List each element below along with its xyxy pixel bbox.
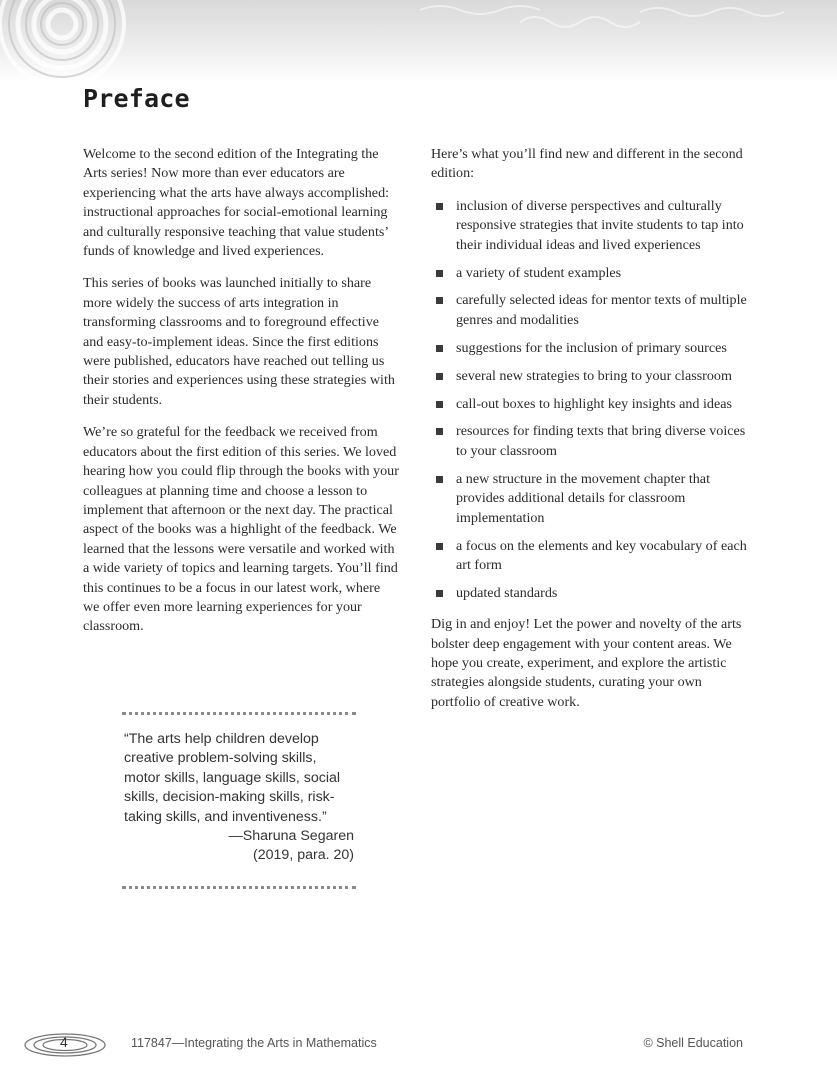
list-item: a focus on the elements and key vocabulary of each art form — [431, 537, 749, 576]
intro-paragraph: Welcome to the second edition of the Integrating the Arts series! Now more than ever educators are experiencing what the arts have always accomplished: instructional approaches for social-emotional learning and culturally responsive teaching that value students’ funds of knowledge and lived experiences. — [83, 146, 390, 260]
page-footer — [0, 1030, 837, 1060]
right-column — [431, 145, 749, 725]
list-item: several new strategies to bring to your classroom — [431, 367, 749, 386]
swirl-decoration-icon — [0, 0, 837, 82]
list-item: suggestions for the inclusion of primary sources — [431, 339, 749, 358]
bullet-square-icon — [436, 373, 443, 380]
bullet-square-icon — [436, 270, 443, 277]
dotted-divider-top — [122, 712, 356, 715]
page-title: Preface — [83, 84, 190, 113]
bullet-square-icon — [436, 345, 443, 352]
quote-text: “The arts help children develop creative problem-solving skills, motor skills, language skills, social skills, decision-making skills, risk-taking skills, and inventiveness.” — [124, 731, 341, 825]
list-item: updated standards — [431, 584, 749, 603]
page-number: 4 — [60, 1034, 68, 1050]
list-item: call-out boxes to highlight key insights and ideas — [431, 395, 749, 414]
feedback-paragraph: We’re so grateful for the feedback we received from educators about the first edition of this series. We loved hearing how you could flip through the books with your colleagues at planning time and choose a lesson to implement that afternoon or the next day. The practical aspect of the books was a highlight of the feedback. We learned that the lessons were versatile and worked with a wide variety of topics and learning targets. You’ll find this continues to be a focus in our latest work, where we offer even more learning experiences for your classroom. — [83, 424, 399, 635]
bullet-square-icon — [436, 401, 443, 408]
header-decorative-band — [0, 0, 837, 82]
book-title: 117847—Integrating the Arts in Mathematics — [131, 1036, 377, 1050]
quote-citation: (2019, para. 20) — [253, 847, 354, 864]
quote-attribution — [122, 827, 354, 866]
series-paragraph: This series of books was launched initially to share more widely the success of arts integration in transforming classrooms and to foreground effective and easy-to-implement ideas. Since the first editions were published, educators have reached out telling us their stories and experiences using these strategies with their students. — [83, 275, 395, 408]
new-features-list — [431, 197, 749, 603]
bullet-square-icon — [436, 203, 443, 210]
quote-author: —Sharuna Segaren — [228, 828, 354, 845]
bullet-square-icon — [436, 476, 443, 483]
bullet-square-icon — [436, 590, 443, 597]
list-item: a new structure in the movement chapter that provides additional details for classroom implementation — [431, 470, 749, 528]
left-column — [83, 145, 399, 650]
closing-paragraph: Dig in and enjoy! Let the power and novelty of the arts bolster deep engagement with your content areas. We hope you create, experiment, and explore the artistic strategies alongside students, curating your own portfolio of creative work. — [431, 616, 742, 710]
list-item: a variety of student examples — [431, 264, 749, 283]
list-item: inclusion of diverse perspectives and culturally responsive strategies that invite students to tap into their individual ideas and lived experiences — [431, 197, 749, 255]
bullet-square-icon — [436, 297, 443, 304]
bullet-square-icon — [436, 543, 443, 550]
list-intro: Here’s what you’ll find new and different in the second edition: — [431, 146, 743, 182]
list-item: resources for finding texts that bring diverse voices to your classroom — [431, 422, 749, 461]
dotted-divider-bottom — [122, 886, 356, 889]
copyright-notice: © Shell Education — [643, 1036, 743, 1050]
list-item: carefully selected ideas for mentor texts of multiple genres and modalities — [431, 291, 749, 330]
pull-quote — [122, 712, 356, 889]
bullet-square-icon — [436, 428, 443, 435]
